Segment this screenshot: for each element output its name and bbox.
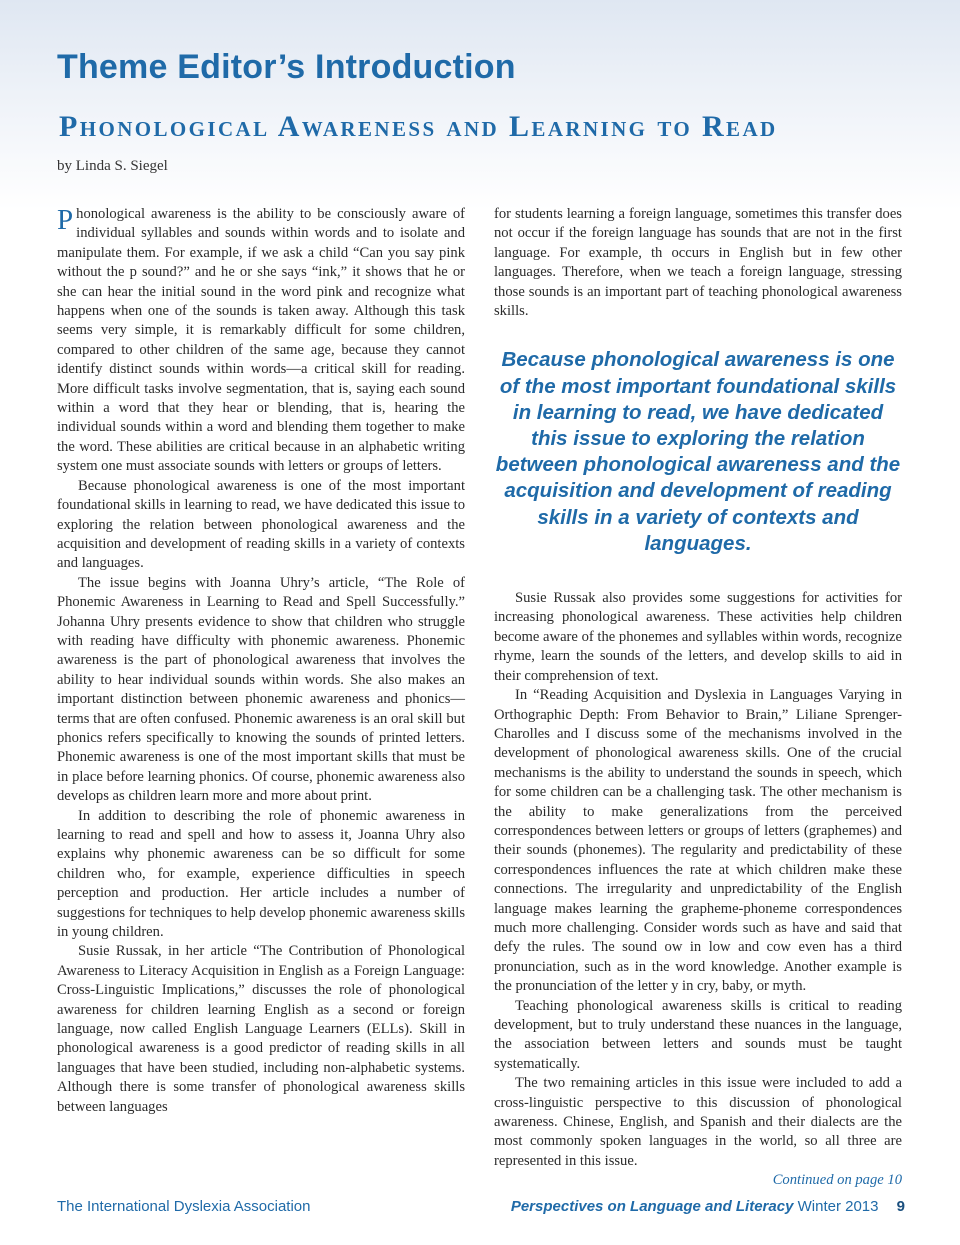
continued-link[interactable]: Continued on page 10	[772, 1172, 902, 1189]
paragraph-1-text: honological awareness is the ability to be consciously aware of individual syllables and sounds within words and to isolate and manipulate them. For example, if we ask a child “Can you say pink without the p sound?” and he or she says “ink,” it shows that he or she can hear the initial sound in the word pink and recognize what happens when one of the sounds is taken away. Although this task seems very simple, it is remarkably difficult for some children, compared to other children of the same age, because they cannot identify distinct sounds within words—a critical skill for reading. More difficult tasks involve segmentation, that is, saying each sound within a word that they hear or blending, that is, hearing the individual sounds within a word and blending them together to make the word. These abilities are critical because in an alphabetic writing system one must associate sounds with letters or groups of letters.	[57, 206, 465, 475]
pull-quote: Because phonological awareness is one of the most important foundational skills in learning to read, we have dedicated this issue to exploring the relation between phonological awareness and the acquisition and development of reading skills in a variety of contexts and languages.	[495, 348, 901, 555]
paragraph-7: Susie Russak also provides some suggestions for activities for increasing phonological awareness. These activities help children become aware of the phonemes and syllables within words, recognize rhyme, learn the sounds of the letters, and develop skills to aid in their comprehension of text.	[494, 590, 902, 684]
paragraph-6: for students learning a foreign language, sometimes this transfer does not occur if the foreign language has sounds that are not in the first language. For example, th occurs in English but in few other languages. Therefore, when we teach a foreign language, stressing those sounds is an important part of teaching phonological awareness skills.	[494, 206, 902, 320]
byline: by Linda S. Siegel	[57, 158, 168, 174]
paragraph-8: In “Reading Acquisition and Dyslexia in Languages Varying in Orthographic Depth: From Behavior to Brain,” Liliane Sprenger-Charolles and I discuss some of the mechanisms involved in the development of phonological awareness skills. One of the crucial mechanisms is the ability to understand the sounds in speech, which for some children can be a challenging task. The other mechanism is the ability to make generalizations from the perceived correspondences between letters or groups of letters (graphemes) and their sounds (phonemes). The regularity and predictability of these correspondences influences the rate at which children make these connections. The irregularity and unpredictability of the English language makes learning the grapheme-phoneme correspondences much more challenging. Consider words such as have and said that defy the rules. The sound ow in low and cow even has a third pronunciation, such as in the word knowledge. Another example is the pronunciation of the letter y in cry, baby, or myth.	[494, 687, 902, 995]
paragraph-2: Because phonological awareness is one of the most important foundational skills in learning to read, we have dedicated this issue to exploring the relation between phonological awareness and the acquisition and development of reading skills in a variety of contexts and languages.	[57, 477, 465, 572]
footer-issue: Winter 2013	[797, 1198, 879, 1215]
paragraph-4: In addition to describing the role of phonemic awareness in learning to read and spell and how to assess it, Joanna Uhry also explains why phonemic awareness can be so difficult for some children who, for example, experience difficulties in speech perception and production. Her article includes a number of suggestions for techniques to help develop phonemic awareness skills in young children.	[57, 807, 465, 941]
page-number: 9	[896, 1198, 905, 1215]
header-band	[0, 0, 960, 210]
footer-journal-info	[511, 1198, 905, 1215]
footer-journal-title: Perspectives on Language and Literacy	[510, 1198, 794, 1215]
paragraph-3: The issue begins with Joanna Uhry’s article, “The Role of Phonemic Awareness in Learning to Read and Spell Successfully.” Johanna Uhry presents evidence to show that children who struggle with reading have difficulty with phonemic awareness. Phonemic awareness is the part of phonological awareness that involves the ability to hear individual sounds within words. She also makes an important distinction between phonemic awareness and phonics—terms that are often confused. Phonemic awareness is an oral skill but phonics refers specifically to knowing the sounds of printed letters. Phonemic awareness is one of the most important skills that must be in place before learning phonics. Of course, phonemic awareness also develops as children learn more and more about print.	[57, 574, 465, 805]
right-column	[494, 205, 902, 1191]
paragraph-10: The two remaining articles in this issue were included to add a cross-linguistic perspective to this discussion of phonological awareness. Chinese, English, and Spanish and their dialects are the most commonly spoken languages in the world, so all three are represented in this issue.	[494, 1075, 902, 1169]
paragraph-5: Susie Russak, in her article “The Contribution of Phonological Awareness to Literacy Acquisition in English as a Foreign Language: Cross-Linguistic Implications,” discusses the role of phonological awareness for children learning English as a second or foreign language, now called English Language Learners (ELLs). Skill in phonological awareness is a good predictor of reading skills in all languages that have been studied, including non-alphabetic systems. Although there is some transfer of phonological awareness skills between languages	[57, 943, 465, 1115]
paragraph-9: Teaching phonological awareness skills is critical to reading development, but to truly understand these nuances in the language, the association between letters and sounds must be taught systematically.	[494, 997, 902, 1072]
page-title: Theme Editor’s Introduction	[57, 48, 516, 86]
left-column	[57, 205, 465, 1117]
drop-cap: P	[57, 204, 74, 236]
paragraph-1	[57, 205, 465, 477]
footer-organization: The International Dyslexia Association	[57, 1198, 311, 1215]
article-subtitle: Phonological Awareness and Learning to Read	[59, 110, 778, 143]
